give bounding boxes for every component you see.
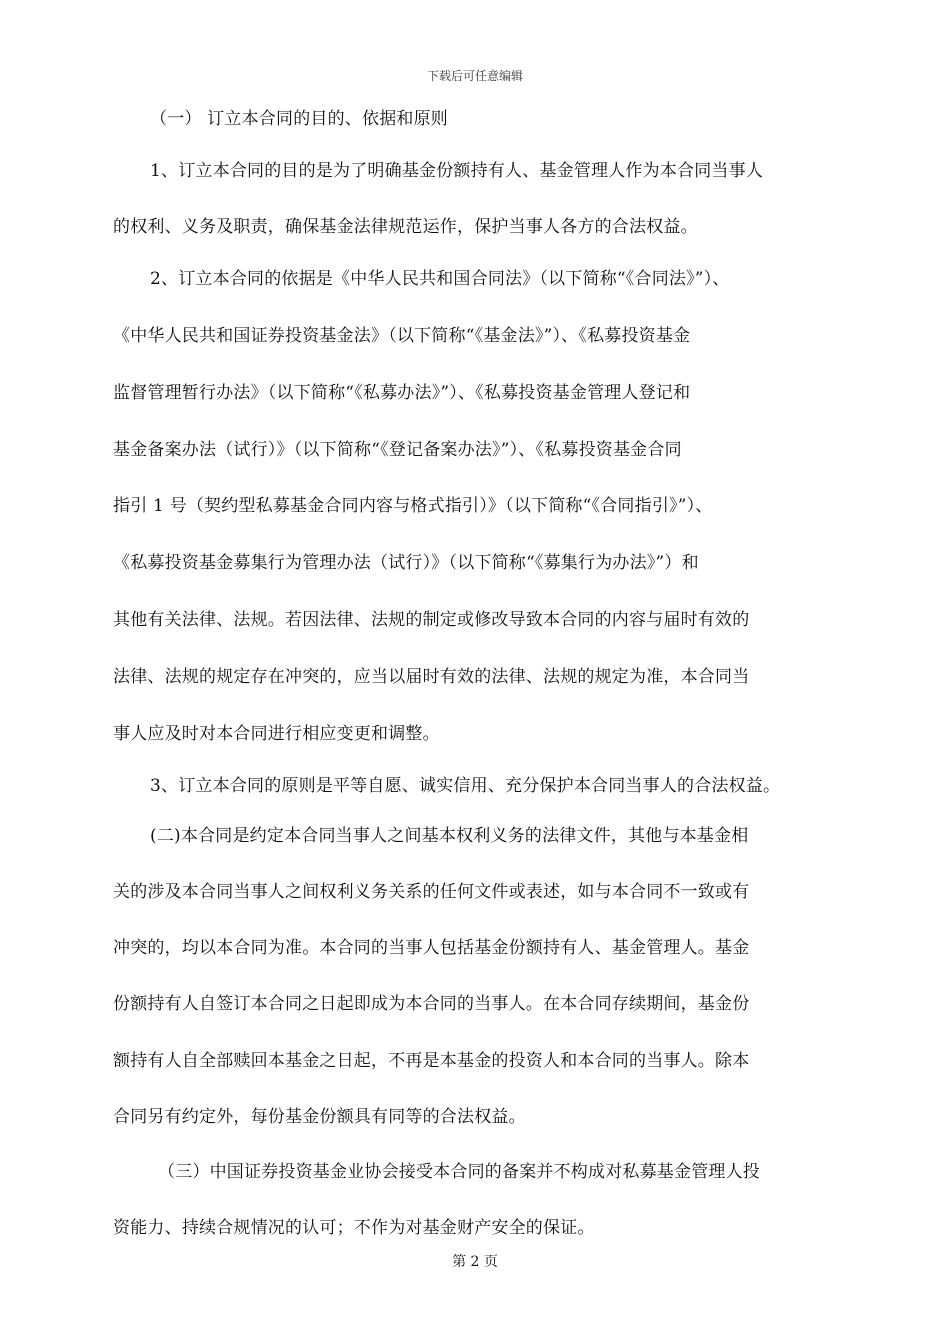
paragraph-line: 额持有人自全部赎回本基金之日起，不再是本基金的投资人和本合同的当事人。除本 xyxy=(113,1051,750,1071)
paragraph-line: 指引 1 号（契约型私募基金合同内容与格式指引）》（以下简称“《合同指引》”）、 xyxy=(113,496,713,516)
paragraph-line: 份额持有人自签订本合同之日起即成为本合同的当事人。在本合同存续期间，基金份 xyxy=(113,994,750,1014)
section-paragraph-2: (二)本合同是约定本合同当事人之间基本权利义务的法律文件，其他与本基金相 xyxy=(150,826,749,846)
paragraph-line: 2、订立本合同的依据是《中华人民共和国合同法》（以下简称“《合同法》”）、 xyxy=(150,269,730,289)
section-heading-1: （一） 订立本合同的目的、依据和原则 xyxy=(150,109,449,129)
page-number: 第 2 页 xyxy=(452,1254,498,1270)
paragraph-line: 事人应及时对本合同进行相应变更和调整。 xyxy=(113,724,440,744)
paragraph-line: 3、订立本合同的原则是平等自愿、诚实信用、充分保护本合同当事人的合法权益。 xyxy=(150,776,781,796)
paragraph-line: 1、订立本合同的目的是为了明确基金份额持有人、基金管理人作为本合同当事人 xyxy=(150,161,764,181)
paragraph-line: 其他有关法律、法规。若因法律、法规的制定或修改导致本合同的内容与届时有效的 xyxy=(113,610,750,630)
paragraph-line: 合同另有约定外，每份基金份额具有同等的合法权益。 xyxy=(113,1107,526,1127)
paragraph-line: 《私募投资基金募集行为管理办法（试行）》（以下简称“《募集行为办法》”）和 xyxy=(113,553,699,573)
paragraph-line: 法律、法规的规定存在冲突的，应当以届时有效的法律、法规的规定为准，本合同当 xyxy=(113,667,750,687)
paragraph-line: 《中华人民共和国证券投资基金法》（以下简称“《基金法》”）、《私募投资基金 xyxy=(113,326,691,346)
paragraph-line: 监督管理暂行办法》（以下简称“《私募办法》”）、《私募投资基金管理人登记和 xyxy=(113,383,691,403)
paragraph-line: 的权利、义务及职责，确保基金法律规范运作，保护当事人各方的合法权益。 xyxy=(113,217,698,237)
paragraph-line: 关的涉及本合同当事人之间权利义务关系的任何文件或表述，如与本合同不一致或有 xyxy=(113,882,750,902)
paragraph-line: 资能力、持续合规情况的认可；不作为对基金财产安全的保证。 xyxy=(113,1218,595,1238)
page-header: 下载后可任意编辑 xyxy=(426,69,523,83)
paragraph-line: 基金备案办法（试行）》（以下简称“《登记备案办法》”）、《私募投资基金合同 xyxy=(113,440,682,460)
section-paragraph-3: （三）中国证券投资基金业协会接受本合同的备案并不构成对私募基金管理人投 xyxy=(158,1162,760,1182)
paragraph-line: 冲突的，均以本合同为准。本合同的当事人包括基金份额持有人、基金管理人。基金 xyxy=(113,938,750,958)
